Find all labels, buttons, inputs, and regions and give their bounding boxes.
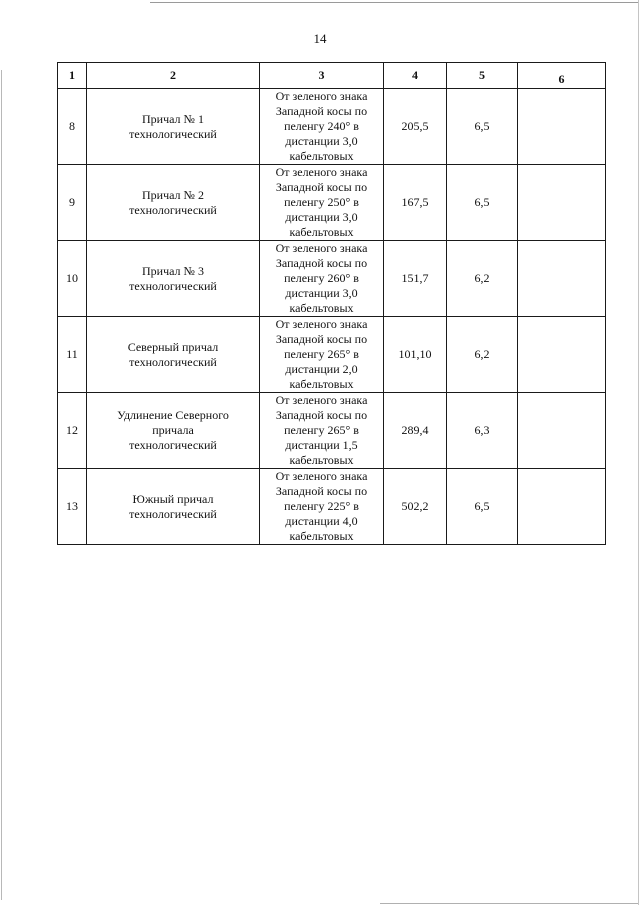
location-line: дистанции 3,0	[285, 286, 358, 300]
row-number-cell: 11	[58, 317, 87, 393]
value-col6-cell	[518, 393, 606, 469]
location-line: пеленгу 240° в	[284, 119, 359, 133]
location-line: Западной косы по	[275, 180, 368, 194]
column-header-6: 6	[518, 63, 606, 89]
value-col4-cell: 289,4	[384, 393, 447, 469]
berth-name-line: технологический	[129, 126, 217, 141]
value-col6-cell	[518, 89, 606, 165]
berth-name-cell	[87, 317, 260, 393]
location-line: дистанции 1,5	[285, 438, 358, 452]
column-header-5: 5	[447, 63, 518, 89]
berth-name-cell	[87, 393, 260, 469]
table-row	[58, 469, 606, 545]
location-line: пеленгу 265° в	[284, 423, 359, 437]
value-col5-cell: 6,5	[447, 89, 518, 165]
table-header-row	[58, 63, 606, 89]
value-col4-cell: 101,10	[384, 317, 447, 393]
value-col4-cell: 167,5	[384, 165, 447, 241]
page-edge-left	[1, 70, 2, 900]
value-col5-cell: 6,2	[447, 317, 518, 393]
location-line: От зеленого знака	[275, 317, 368, 331]
location-line: От зеленого знака	[275, 393, 368, 407]
location-line: пеленгу 225° в	[284, 499, 359, 513]
location-cell	[260, 241, 384, 317]
location-cell	[260, 165, 384, 241]
location-line: пеленгу 260° в	[284, 271, 359, 285]
value-col5-cell: 6,5	[447, 165, 518, 241]
berth-name-line: технологический	[129, 506, 217, 521]
value-col4-cell: 502,2	[384, 469, 447, 545]
location-line: От зеленого знака	[275, 241, 368, 255]
table-row	[58, 89, 606, 165]
berth-name-line: Южный причал	[132, 491, 214, 506]
row-number-cell: 9	[58, 165, 87, 241]
location-line: Западной косы по	[275, 408, 368, 422]
page-edge-bottom	[380, 903, 638, 904]
berth-name-line: причала	[152, 423, 194, 437]
table-body	[58, 89, 606, 545]
column-header-1: 1	[58, 63, 87, 89]
berth-name-line: Северный причал	[127, 339, 219, 354]
berth-name-cell	[87, 469, 260, 545]
location-line: От зеленого знака	[275, 469, 368, 483]
location-line: дистанции 2,0	[285, 362, 358, 376]
berth-name-line: технологический	[129, 202, 217, 217]
location-line: дистанции 4,0	[285, 514, 358, 528]
location-line: дистанции 3,0	[285, 134, 358, 148]
berths-table	[57, 62, 606, 545]
location-cell	[260, 89, 384, 165]
berth-name-line: Причал № 3	[142, 263, 204, 278]
location-line: Западной косы по	[275, 256, 368, 270]
location-cell	[260, 469, 384, 545]
row-number-cell: 12	[58, 393, 87, 469]
value-col4-cell: 151,7	[384, 241, 447, 317]
berth-name-line: Причал № 2	[142, 187, 204, 202]
value-col5-cell: 6,2	[447, 241, 518, 317]
page-edge-right	[638, 0, 639, 905]
berth-name-cell	[87, 89, 260, 165]
row-number-cell: 13	[58, 469, 87, 545]
location-cell	[260, 317, 384, 393]
location-line: Западной косы по	[275, 332, 368, 346]
row-number-cell: 10	[58, 241, 87, 317]
location-line: От зеленого знака	[275, 89, 368, 103]
berth-name-cell	[87, 241, 260, 317]
value-col6-cell	[518, 241, 606, 317]
location-line: дистанции 3,0	[285, 210, 358, 224]
table-row	[58, 317, 606, 393]
berth-name-line: Причал № 1	[142, 111, 204, 126]
location-line: От зеленого знака	[275, 165, 368, 179]
location-line: кабельтовых	[289, 529, 354, 543]
value-col6-cell	[518, 165, 606, 241]
location-line: кабельтовых	[289, 225, 354, 239]
location-cell	[260, 393, 384, 469]
location-line: пеленгу 265° в	[284, 347, 359, 361]
column-header-2: 2	[87, 63, 260, 89]
location-line: Западной косы по	[275, 104, 368, 118]
value-col5-cell: 6,3	[447, 393, 518, 469]
value-col6-cell	[518, 469, 606, 545]
value-col6-cell	[518, 317, 606, 393]
column-header-4: 4	[384, 63, 447, 89]
location-line: Западной косы по	[275, 484, 368, 498]
location-line: кабельтовых	[289, 453, 354, 467]
berth-name-cell	[87, 165, 260, 241]
page-edge-top	[150, 2, 638, 3]
row-number-cell: 8	[58, 89, 87, 165]
berth-name-line: технологический	[129, 438, 217, 452]
table-row	[58, 165, 606, 241]
berth-name-line: Удлинение Северного	[117, 408, 229, 422]
location-line: пеленгу 250° в	[284, 195, 359, 209]
berth-name-line: технологический	[129, 278, 217, 293]
column-header-3: 3	[260, 63, 384, 89]
table-row	[58, 241, 606, 317]
value-col5-cell: 6,5	[447, 469, 518, 545]
table-row	[58, 393, 606, 469]
page-number: 14	[313, 31, 327, 46]
berth-name-line: технологический	[129, 354, 217, 369]
location-line: кабельтовых	[289, 149, 354, 163]
location-line: кабельтовых	[289, 377, 354, 391]
value-col4-cell: 205,5	[384, 89, 447, 165]
location-line: кабельтовых	[289, 301, 354, 315]
